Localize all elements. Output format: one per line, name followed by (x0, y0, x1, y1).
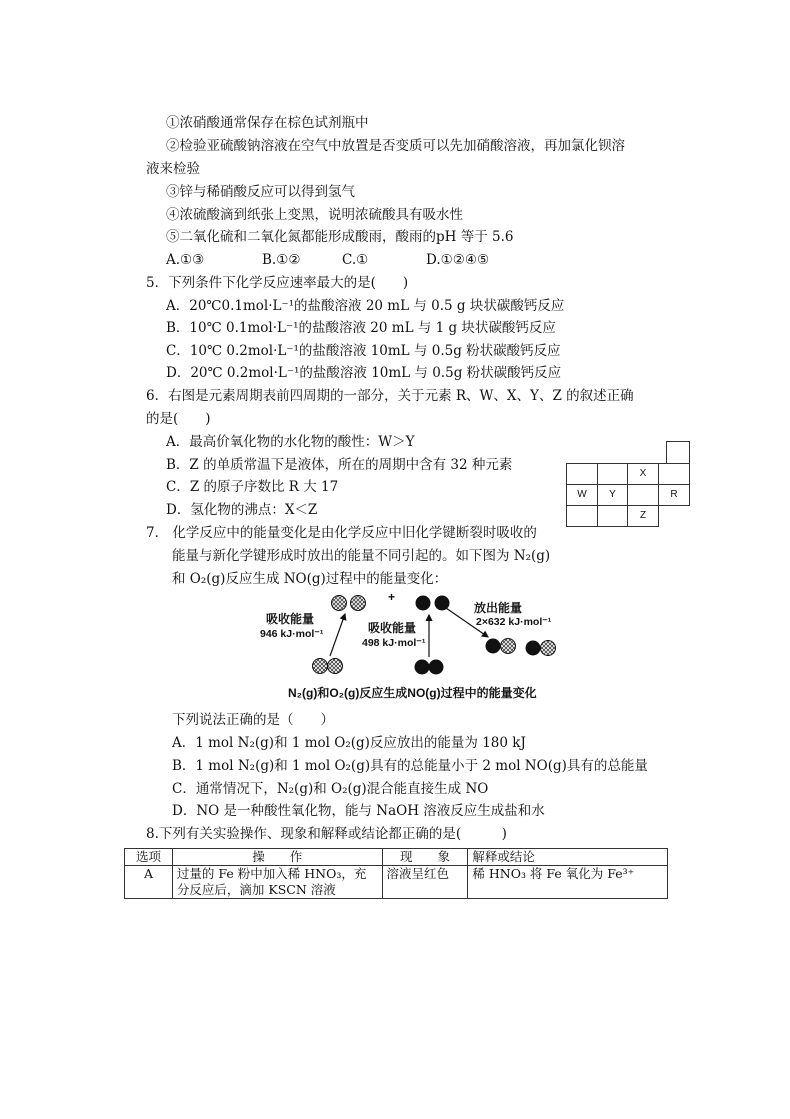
choice-b: B.①② (262, 252, 301, 268)
q8-cell-option: A (125, 866, 173, 899)
q6-option-c: C．Z 的原子序数比 R 大 17 (166, 479, 339, 495)
periodic-table-fragment (566, 441, 690, 527)
q5-option-a: A．20℃0.1mol·L⁻¹的盐酸溶液 20 mL 与 0.5 g 块状碳酸钙反应 (166, 298, 565, 314)
q6-option-d: D．氢化物的沸点：X＜Z (166, 502, 318, 518)
o2-atom-1 (415, 660, 430, 675)
statement-4: ④浓硫酸滴到纸张上变黑，说明浓硫酸具有吸水性 (166, 207, 463, 223)
o-atom-top-1 (416, 596, 431, 611)
no1-n-atom (501, 639, 516, 654)
diagram-plus: + (388, 590, 396, 604)
diagram-absorb2-label: 吸收能量 (368, 621, 417, 635)
statement-3: ③锌与稀硝酸反应可以得到氢气 (166, 184, 355, 200)
statement-2-line2: 液来检验 (146, 161, 200, 177)
diagram-absorb2-value: 498 kJ·mol⁻¹ (362, 637, 426, 649)
n-atom-top-2 (351, 596, 366, 611)
q8-header-phenomenon: 现 象 (382, 849, 468, 866)
pt-cell-r2c2 (597, 463, 628, 485)
pt-cell-z: Z (627, 505, 659, 527)
q8-header-explanation: 解释或结论 (468, 849, 668, 866)
diagram-caption: N₂(g)和O₂(g)反应生成NO(g)过程中的能量变化 (288, 686, 537, 700)
q8-table (124, 848, 668, 899)
q8-stem: 8.下列有关实验操作、现象和解释或结论都正确的是( ) (146, 826, 507, 842)
q7-option-d: D．NO 是一种酸性氧化物，能与 NaOH 溶液反应生成盐和水 (172, 803, 545, 819)
choice-a: A.①③ (166, 252, 205, 268)
q7-stem-line1: 7． 化学反应中的能量变化是由化学反应中旧化学键断裂时吸收的 (146, 525, 537, 541)
diagram-release-value: 2×632 kJ·mol⁻¹ (476, 616, 552, 628)
q5-option-c: C．10℃ 0.2mol·L⁻¹的盐酸溶液 10mL 与 0.5g 粉状碳酸钙反应 (166, 343, 561, 359)
q6-option-a: A．最高价氧化物的水化物的酸性：W＞Y (166, 434, 415, 450)
diagram-absorb1-label: 吸收能量 (266, 612, 315, 626)
q8-header-option: 选项 (125, 849, 173, 866)
arrow-absorb-n2 (330, 614, 345, 656)
q7-stem-line2: 能量与新化学键形成时放出的能量不同引起的。如下图为 N₂(g) (172, 548, 551, 564)
q5-stem: 5．下列条件下化学反应速率最大的是( ) (146, 275, 409, 291)
pt-cell-r2c4 (658, 463, 690, 485)
no2-n-atom (541, 641, 556, 656)
q8-cell-phenomenon: 溶液呈红色 (382, 866, 468, 899)
choice-c: C.① (342, 252, 369, 268)
q7-option-a: A．1 mol N₂(g)和 1 mol O₂(g)反应放出的能量为 180 kJ (172, 735, 526, 751)
q5-option-b: B．10℃ 0.1mol·L⁻¹的盐酸溶液 20 mL 与 1 g 块状碳酸钙反应 (166, 320, 556, 336)
pt-cell-y: Y (597, 484, 628, 506)
table-row (125, 866, 668, 899)
q6-stem-line1: 6．右图是元素周期表前四周期的一部分，关于元素 R、W、X、Y、Z 的叙述正确 (146, 388, 634, 404)
q8-cell-explanation: 稀 HNO₃ 将 Fe 氧化为 Fe³⁺ (468, 866, 668, 899)
pt-cell-r: R (658, 484, 690, 506)
q7-option-c: C．通常情况下，N₂(g)和 O₂(g)混合能直接生成 NO (172, 781, 489, 797)
statement-5: ⑤二氧化硫和二氧化氮都能形成酸雨，酸雨的pH 等于 5.6 (166, 229, 514, 245)
no1-o-atom (486, 639, 501, 654)
no2-o-atom (526, 641, 541, 656)
diagram-absorb1-value: 946 kJ·mol⁻¹ (260, 628, 324, 640)
statement-1: ①浓硝酸通常保存在棕色试剂瓶中 (166, 115, 369, 131)
pt-cell-x: X (627, 463, 659, 485)
pt-cell-r4c1 (566, 505, 598, 527)
q7-option-b: B．1 mol N₂(g)和 1 mol O₂(g)具有的总能量小于 2 mol NO(g)具有的总能量 (172, 758, 648, 774)
choice-d: D.①②④⑤ (426, 252, 490, 268)
pt-cell-r2c1 (566, 463, 598, 485)
n2-atom-2 (328, 659, 343, 674)
q8-cell-operation: 过量的 Fe 粉中加入稀 HNO₃，充分反应后，滴加 KSCN 溶液 (172, 866, 382, 899)
energy-diagram (250, 592, 590, 704)
pt-cell-r4c2 (597, 505, 628, 527)
q7-stem-line3: 和 O₂(g)反应生成 NO(g)过程中的能量变化： (172, 571, 448, 587)
pt-cell-r1c5 (666, 441, 690, 464)
q7-prompt: 下列说法正确的是（ ） (172, 712, 334, 728)
q6-option-b: B．Z 的单质常温下是液体，所在的周期中含有 32 种元素 (166, 457, 513, 473)
q6-stem-line2: 的是( ) (146, 411, 211, 427)
q8-table-header-row (125, 849, 668, 866)
o2-atom-2 (429, 660, 444, 675)
diagram-release-label: 放出能量 (474, 601, 523, 615)
pt-cell-w: W (566, 484, 598, 506)
q8-header-operation: 操 作 (172, 849, 382, 866)
n-atom-top-1 (332, 596, 347, 611)
n2-atom-1 (313, 659, 328, 674)
statement-2-line1: ②检验亚硫酸钠溶液在空气中放置是否变质可以先加硝酸溶液，再加氯化钡溶 (166, 138, 625, 154)
q5-option-d: D．20℃ 0.2mol·L⁻¹的盐酸溶液 10mL 与 0.5g 粉状碳酸钙反应 (166, 365, 562, 381)
